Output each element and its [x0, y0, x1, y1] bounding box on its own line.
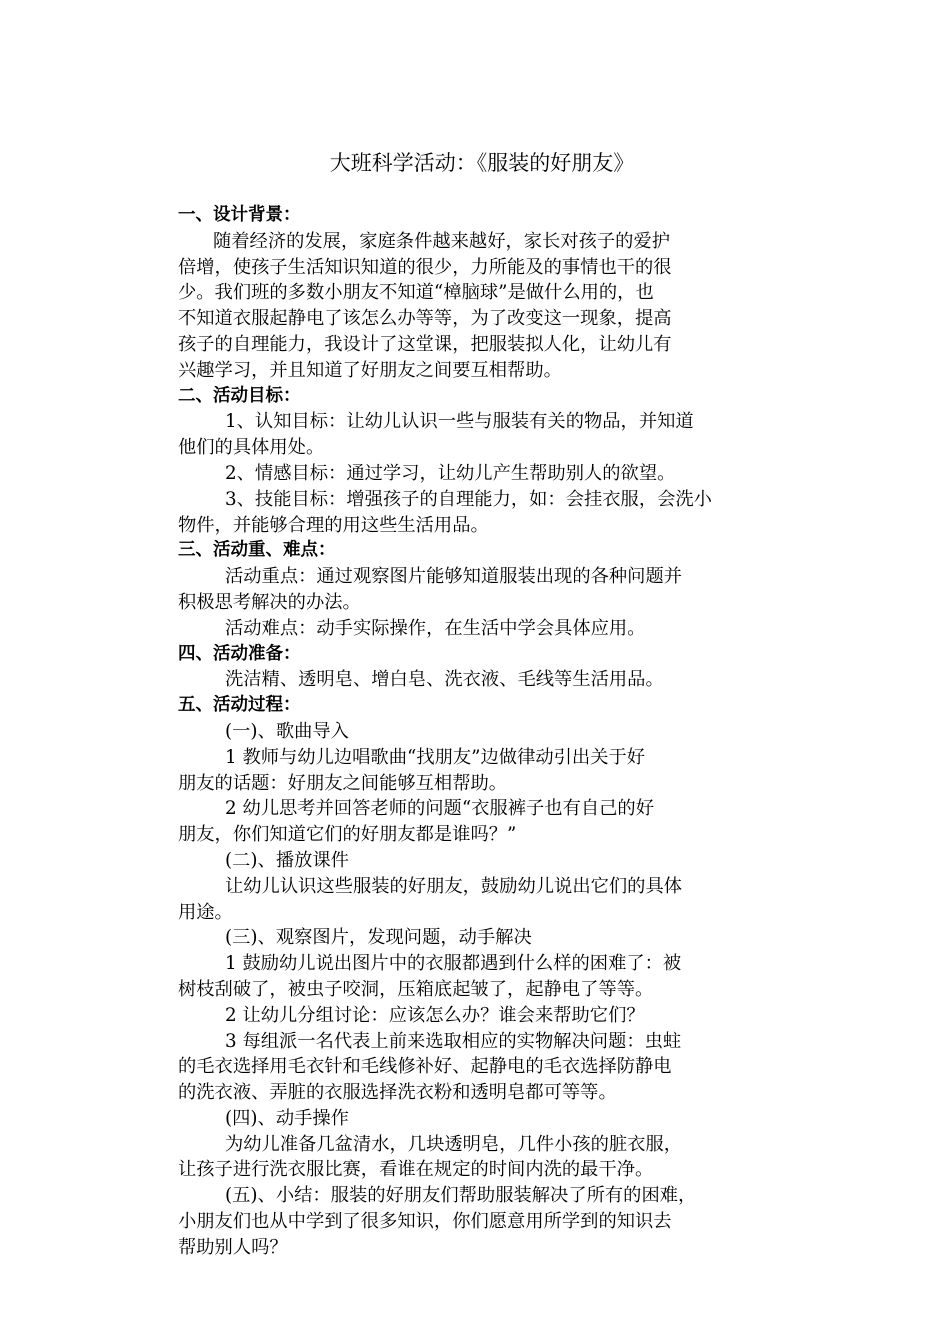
paragraph-first-line: 为幼儿准备几盆清水，几块透明皂，几件小孩的脏衣服， — [225, 1133, 683, 1155]
body-line: 用途。 — [178, 901, 233, 923]
paragraph-first-line: 1 教师与幼儿边唱歌曲“找朋友”边做律动引出关于好 — [225, 746, 646, 768]
body-line: 树枝刮破了，被虫子咬洞，压箱底起皱了，起静电了等等。 — [178, 978, 654, 1000]
body-line: 朋友，你们知道它们的好朋友都是谁吗？” — [178, 824, 517, 846]
paragraph-first-line: (五)、小结：服装的好朋友们帮助服装解决了所有的困难， — [225, 1185, 697, 1207]
paragraph-first-line: 3、技能目标：增强孩子的自理能力，如：会挂衣服，会洗小 — [225, 488, 712, 510]
body-line: 的毛衣选择用毛衣针和毛线修补好、起静电的毛衣选择防静电 — [178, 1056, 672, 1078]
paragraph-first-line: (二)、播放课件 — [225, 849, 349, 871]
section-heading: 一、设计背景： — [178, 205, 301, 225]
paragraph-first-line: 2 幼儿思考并回答老师的问题“衣服裤子也有自己的好 — [225, 798, 654, 820]
body-line: 让孩子进行洗衣服比赛，看谁在规定的时间内洗的最干净。 — [178, 1159, 654, 1181]
paragraph-first-line: 让幼儿认识这些服装的好朋友，鼓励幼儿说出它们的具体 — [225, 875, 683, 897]
body-line: 兴趣学习，并且知道了好朋友之间要互相帮助。 — [178, 359, 562, 381]
body-line: 朋友的话题：好朋友之间能够互相帮助。 — [178, 772, 508, 794]
paragraph-first-line: 2 让幼儿分组讨论：应该怎么办？谁会来帮助它们？ — [225, 1004, 645, 1026]
body-line: 他们的具体用处。 — [178, 437, 325, 459]
body-line: 孩子的自理能力，我设计了这堂课，把服装拟人化，让幼儿有 — [178, 333, 672, 355]
paragraph-first-line: (四)、动手操作 — [225, 1107, 349, 1129]
paragraph-first-line: 活动难点：动手实际操作，在生活中学会具体应用。 — [225, 617, 646, 639]
paragraph-first-line: 活动重点：通过观察图片能够知道服装出现的各种问题并 — [225, 566, 683, 588]
body-line: 物件，并能够合理的用这些生活用品。 — [178, 514, 489, 536]
section-heading: 五、活动过程： — [178, 695, 301, 716]
body-line: 的洗衣液、弄脏的衣服选择洗衣粉和透明皂都可等等。 — [178, 1082, 617, 1104]
document-page — [178, 145, 778, 1261]
paragraph-first-line: 3 每组派一名代表上前来选取相应的实物解决问题：虫蛀 — [225, 1030, 682, 1052]
body-line: 倍增，使孩子生活知识知道的很少，力所能及的事情也干的很 — [178, 256, 672, 278]
section-heading: 四、活动准备： — [178, 643, 301, 664]
paragraph-first-line: (三)、观察图片，发现问题，动手解决 — [225, 927, 532, 949]
paragraph-first-line: 随着经济的发展，家庭条件越来越好，家长对孩子的爱护 — [213, 230, 671, 252]
document-body — [178, 203, 778, 1261]
body-line: 帮助别人吗？ — [178, 1236, 288, 1258]
paragraph-first-line: 1 鼓励幼儿说出图片中的衣服都遇到什么样的困难了：被 — [225, 953, 682, 975]
paragraph-first-line: 1、认知目标：让幼儿认识一些与服装有关的物品，并知道 — [225, 411, 694, 433]
body-line: 不知道衣服起静电了该怎么办等等，为了改变这一现象，提高 — [178, 308, 672, 330]
section-heading: 三、活动重、难点： — [178, 540, 336, 561]
paragraph-first-line: 2、情感目标：通过学习，让幼儿产生帮助别人的欲望。 — [225, 462, 676, 484]
section-heading: 二、活动目标： — [178, 385, 301, 406]
body-line: 小朋友们也从中学到了很多知识，你们愿意用所学到的知识去 — [178, 1211, 672, 1233]
body-line: 少。我们班的多数小朋友不知道“樟脑球”是做什么用的，也 — [178, 282, 654, 304]
paragraph-first-line: 洗洁精、透明皂、增白皂、洗衣液、毛线等生活用品。 — [225, 669, 664, 691]
body-line: 积极思考解决的办法。 — [178, 591, 361, 613]
paragraph-first-line: (一)、歌曲导入 — [225, 720, 349, 742]
document-title: 大班科学活动：《服装的好朋友》 — [329, 151, 635, 175]
